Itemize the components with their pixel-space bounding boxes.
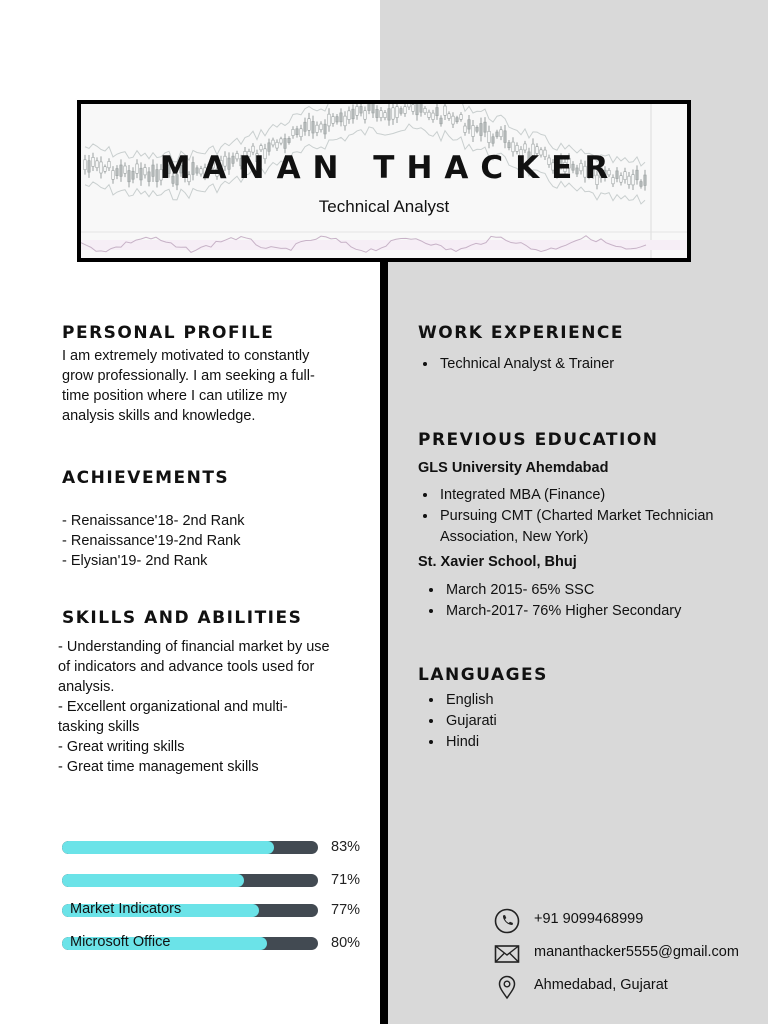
- profile-line: I am extremely motivated to constantly: [62, 348, 310, 364]
- phone-number[interactable]: +91 9099468999: [534, 911, 644, 927]
- school-items: [418, 485, 728, 548]
- skills-heading: SKILLS AND ABILITIES: [62, 608, 303, 628]
- skills-line: - Excellent organizational and multi-: [58, 699, 288, 715]
- skill-bar-2: [62, 871, 372, 889]
- contact-phone: [494, 908, 764, 934]
- envelope-icon: [494, 941, 520, 967]
- skills-text: [58, 637, 368, 777]
- work-experience-list: [418, 354, 768, 375]
- skills-line: - Great time management skills: [58, 759, 259, 775]
- skills-line: of indicators and advance tools used for: [58, 659, 315, 675]
- skills-line: - Understanding of financial market by use: [58, 639, 330, 655]
- skill-bar-label: Microsoft Office: [70, 934, 171, 950]
- languages-list: [424, 690, 644, 753]
- skill-bar-fill: [62, 841, 274, 854]
- profile-line: time position where I can utilize my: [62, 388, 287, 404]
- skills-line: tasking skills: [58, 719, 140, 735]
- email-address[interactable]: mananthacker5555@gmail.com: [534, 944, 739, 960]
- profile-line: grow professionally. I am seeking a full-: [62, 368, 315, 384]
- contact-location: [494, 974, 764, 1000]
- skill-bar-market-indicators: [62, 901, 372, 919]
- school-items: [424, 580, 764, 622]
- skills-line: analysis.: [58, 679, 115, 695]
- education-item: • March-2017- 76% Higher Secondary: [444, 601, 764, 622]
- profile-line: analysis skills and knowledge.: [62, 408, 256, 424]
- achievements-list: [62, 511, 362, 571]
- achievement-item: - Elysian'19- 2nd Rank: [62, 553, 208, 569]
- achievement-item: - Renaissance'18- 2nd Rank: [62, 513, 245, 529]
- work-experience-heading: WORK EXPERIENCE: [418, 323, 625, 343]
- skills-line: - Great writing skills: [58, 739, 185, 755]
- education-item: • March 2015- 65% SSC: [444, 580, 764, 601]
- skill-bar-percent: 71%: [331, 872, 361, 888]
- skill-bar-microsoft-office: [62, 934, 372, 952]
- location-text: Ahmedabad, Gujarat: [534, 977, 668, 993]
- language-item: • Hindi: [444, 732, 644, 753]
- education-item: • Integrated MBA (Finance): [438, 485, 728, 506]
- candidate-title: Technical Analyst: [318, 197, 450, 216]
- achievement-item: - Renaissance'19-2nd Rank: [62, 533, 241, 549]
- contact-email: [494, 941, 764, 967]
- phone-icon: [494, 908, 520, 934]
- skill-bar-track: [62, 841, 318, 854]
- column-divider: [380, 258, 388, 1024]
- candidate-name: MANAN THACKER: [159, 150, 621, 186]
- work-item: • Technical Analyst & Trainer: [438, 354, 768, 375]
- skill-bar-percent: 80%: [331, 935, 361, 951]
- location-pin-icon: [494, 974, 520, 1000]
- skill-bar-1: [62, 838, 372, 856]
- education-heading: PREVIOUS EDUCATION: [418, 430, 659, 450]
- skill-bar-label: Market Indicators: [70, 901, 182, 917]
- skill-bar-track: [62, 874, 318, 887]
- header-banner: [77, 100, 691, 262]
- personal-profile-text: [62, 346, 362, 426]
- personal-profile-heading: PERSONAL PROFILE: [62, 323, 275, 343]
- school-name: GLS University Ahemdabad: [418, 460, 609, 476]
- header-inner: [81, 104, 687, 258]
- languages-heading: LANGUAGES: [418, 665, 548, 685]
- education-item: • Pursuing CMT (Charted Market Technician Association, New York): [438, 506, 728, 548]
- school-name: St. Xavier School, Bhuj: [418, 554, 577, 570]
- language-item: • Gujarati: [444, 711, 644, 732]
- skill-bar-percent: 83%: [331, 839, 361, 855]
- language-item: • English: [444, 690, 644, 711]
- skill-bar-percent: 77%: [331, 902, 361, 918]
- achievements-heading: ACHIEVEMENTS: [62, 468, 230, 488]
- skill-bar-fill: [62, 874, 244, 887]
